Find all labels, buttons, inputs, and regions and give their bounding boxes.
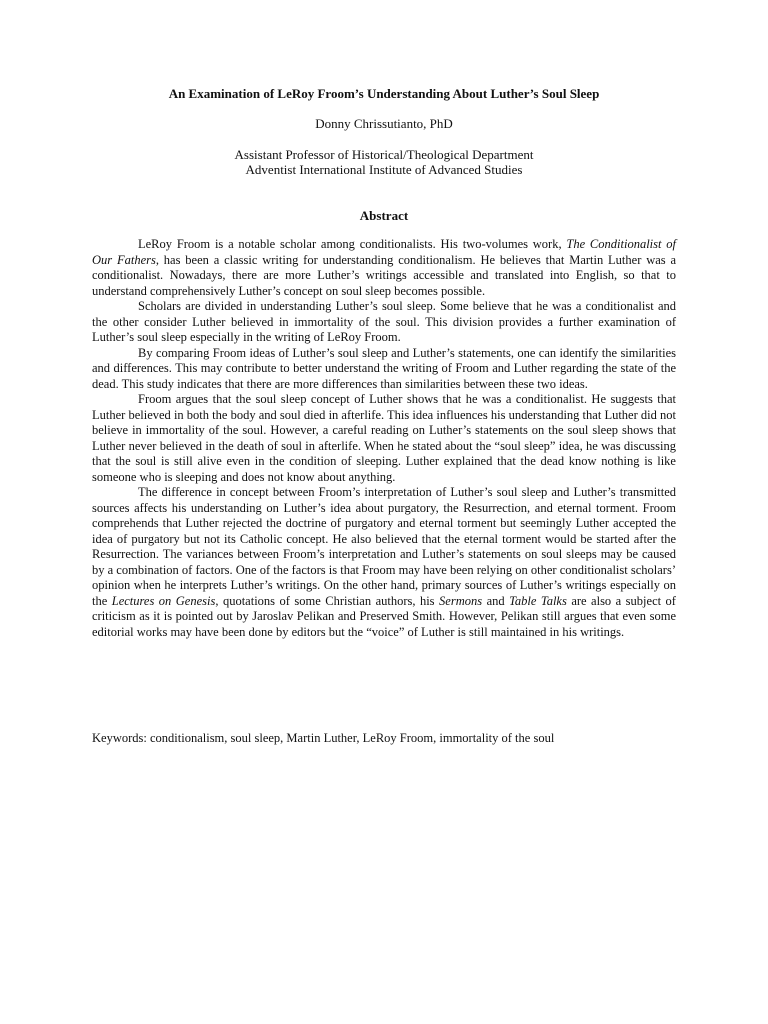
abstract-body [92,237,676,640]
affiliation-department: Assistant Professor of Historical/Theological Department [234,147,534,162]
abstract-paragraph-5 [92,485,676,640]
abstract-paragraph-3: By comparing Froom ideas of Luther’s soul sleep and Luther’s statements, one can identify the similarities and differences. This may contribute to better understand the writing of Froom and Luther regarding the state of the dead. This study indicates that there are more differences than similarities between these two ideas. [92,345,676,391]
abstract-heading: Abstract [359,208,409,223]
author-name: Donny Chrissutianto, PhD [315,116,453,131]
p5-text-a: The difference in concept between Froom’s interpretation of Luther’s soul sleep and Luther’s transmitted sources affects his understanding on Luther’s idea about purgatory, the Resurrection, and eternal torment. Froom comprehends that Luther rejected the doctrine of purgatory and eternal torment but seemingly Luther accepted the idea of purgatory but not its Catholic concept. He also believed that the eternal torment would be started after the Resurrection. The variances between Froom’s interpretation and Luther’s statements on soul sleeps may be caused by a combination of factors. One of the factors is that Froom may have been relying on other conditionalist scholars’ opinion when he interprets Luther’s writings. On the other hand, primary sources of Luther’s writings especially on the [92,485,676,608]
abstract-paragraph-2: Scholars are divided in understanding Luther’s soul sleep. Some believe that he was a conditionalist and the other consider Luther believed in immortality of the soul. This division provides a further examination of Luther’s soul sleep especially in the writing of LeRoy Froom. [92,299,676,344]
p1-text-a: LeRoy Froom is a notable scholar among conditionalists. His two-volumes work, [138,237,567,251]
affiliation-institution: Adventist International Institute of Advanced Studies [245,162,523,177]
p5-sermons-title: Sermons [439,593,483,608]
p5-table-talks-title: Table Talks [509,593,567,608]
p5-text-e: and [482,593,510,608]
p5-text-g: are also a subject of criticism as it is pointed out by Jaroslav Pelikan and Preserved Smith. However, Pelikan still argues that even some editorial works may have been done by editors but the “voice” of Luther is still maintained in his writings. [92,593,676,639]
p1-book-title: The Conditionalist of Our Fathers [92,237,676,267]
abstract-paragraph-4: Froom argues that the soul sleep concept of Luther shows that he was a conditionalist. He suggests that Luther believed in both the body and soul died in afterlife. This idea influences his understanding that Luther did not believe in immortality of the soul. However, a careful reading on Luther’s statements on the soul sleep shows that Luther never believed in the death of soul in afterlife. When he stated about the “soul sleep” idea, he was discussing that the soul is still alive even in the condition of sleeping. Luther explained that the dead know nothing is like someone who is sleeping and does not know about anything. [92,392,676,484]
abstract-paragraph-1 [92,237,676,299]
p5-text-c: , quotations of some Christian authors, his [215,593,440,608]
paper-title: An Examination of LeRoy Froom’s Understanding About Luther’s Soul Sleep [168,86,600,101]
p5-lectures-title: Lectures on Genesis [111,593,216,608]
keywords-line: Keywords: conditionalism, soul sleep, Martin Luther, LeRoy Froom, immortality of the soul [92,731,555,745]
p1-text-c: , has been a classic writing for understanding conditionalism. He believes that Martin Luther was a conditionalist. Nowadays, there are more Luther’s writings accessible and translated into English, so that to understand comprehensively Luther’s concept on soul sleep becomes possible. [92,252,677,298]
